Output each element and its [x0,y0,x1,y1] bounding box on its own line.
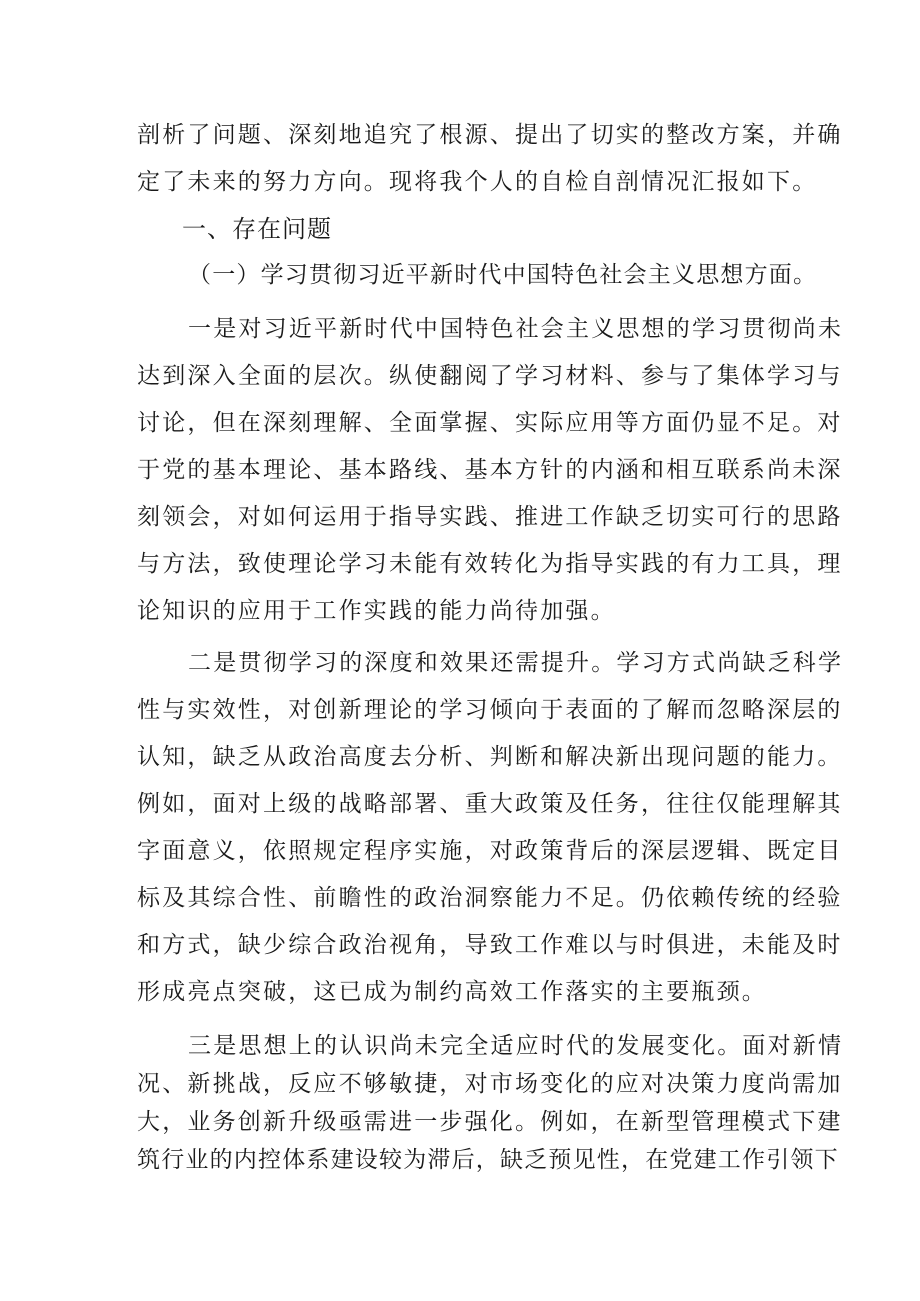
paragraph-3-line-3: 大，业务创新升级亟需进一步强化。例如，在新型管理模式下建 [137,1109,843,1135]
paragraph-2-line-7: 和方式，缺少综合政治视角，导致工作难以与时俱进，未能及时 [137,932,843,958]
paragraph-2-line-3: 认知，缺乏从政治高度去分析、判断和解决新出现问题的能力。 [137,744,843,770]
paragraph-2-line-8: 形成亮点突破，这已成为制约高效工作落实的主要瓶颈。 [137,979,767,1005]
paragraph-1-line-4: 于党的基本理论、基本路线、基本方针的内涵和相互联系尚未深 [137,457,843,483]
intro-line-2: 定了未来的努力方向。现将我个人的自检自剖情况汇报如下。 [137,169,818,195]
paragraph-2-line-4: 例如，面对上级的战略部署、重大政策及任务，往往仅能理解其 [137,791,843,817]
paragraph-2-line-5: 字面意义，依照规定程序实施，对政策背后的深层逻辑、既定目 [137,838,843,864]
paragraph-3-line-4: 筑行业的内控体系建设较为滞后，缺乏预见性，在党建工作引领下 [137,1147,839,1173]
paragraph-1-line-1: 一是对习近平新时代中国特色社会主义思想的学习贯彻尚未 [188,316,844,342]
paragraph-1-line-7: 论知识的应用于工作实践的能力尚待加强。 [137,598,616,624]
paragraph-1-line-3: 讨论，但在深刻理解、全面掌握、实际应用等方面仍显不足。对 [137,410,843,436]
intro-line-1: 剖析了问题、深刻地追究了根源、提出了切实的整改方案，并确 [137,122,843,148]
paragraph-3-line-2: 况、新挑战，反应不够敏捷，对市场变化的应对决策力度尚需加 [137,1071,843,1097]
paragraph-2-line-1: 二是贯彻学习的深度和效果还需提升。学习方式尚缺乏科学 [188,650,844,676]
paragraph-1-line-5: 刻领会，对如何运用于指导实践、推进工作缺乏切实可行的思路 [137,504,843,530]
section-heading: 一、存在问题 [182,215,332,243]
subsection-heading: （一）学习贯彻习近平新时代中国特色社会主义思想方面。 [188,262,818,288]
paragraph-2-line-6: 标及其综合性、前瞻性的政治洞察能力不足。仍依赖传统的经验 [137,885,843,911]
paragraph-3-line-1: 三是思想上的认识尚未完全适应时代的发展变化。面对新情 [188,1033,844,1059]
paragraph-1-line-6: 与方法，致使理论学习未能有效转化为指导实践的有力工具，理 [137,551,843,577]
paragraph-1-line-2: 达到深入全面的层次。纵使翻阅了学习材料、参与了集体学习与 [137,363,843,389]
paragraph-2-line-2: 性与实效性，对创新理论的学习倾向于表面的了解而忽略深层的 [137,697,843,723]
